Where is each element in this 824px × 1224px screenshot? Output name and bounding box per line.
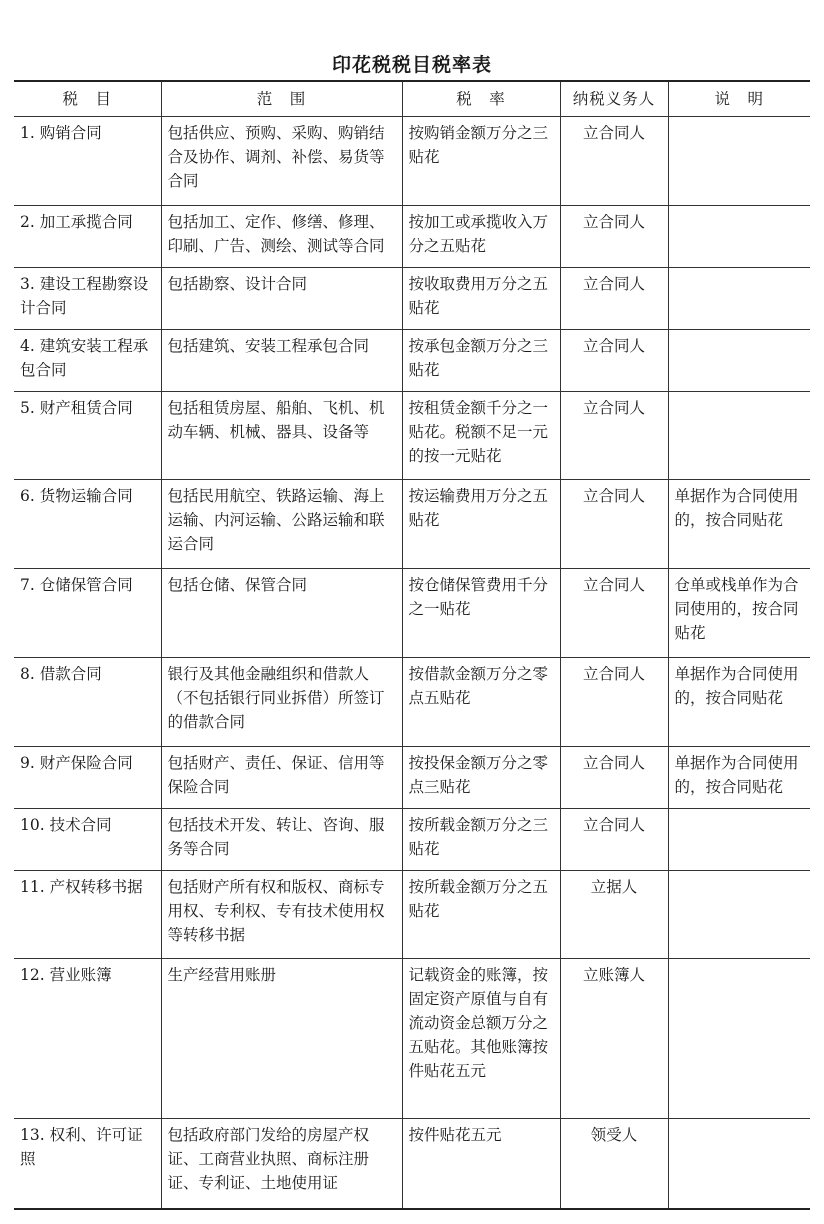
table-row	[14, 871, 810, 959]
cell-rate: 按件贴花五元	[402, 1119, 560, 1209]
cell-payer: 立合同人	[560, 658, 668, 747]
table-row	[14, 392, 810, 480]
cell-item: 7. 仓储保管合同	[14, 569, 161, 658]
cell-note	[668, 268, 810, 330]
cell-scope: 包括财产所有权和版权、商标专用权、专利权、专有技术使用权等转移书据	[161, 871, 402, 959]
cell-scope: 包括租赁房屋、船舶、飞机、机动车辆、机械、器具、设备等	[161, 392, 402, 480]
header-row	[14, 81, 810, 117]
table-row	[14, 747, 810, 809]
cell-item: 6. 货物运输合同	[14, 480, 161, 569]
cell-note: 仓单或栈单作为合同使用的，按合同贴花	[668, 569, 810, 658]
cell-rate: 按加工或承揽收入万分之五贴花	[402, 206, 560, 268]
cell-payer: 立账簿人	[560, 959, 668, 1119]
table-row	[14, 480, 810, 569]
cell-scope: 包括财产、责任、保证、信用等保险合同	[161, 747, 402, 809]
cell-rate: 按购销金额万分之三贴花	[402, 117, 560, 206]
cell-rate: 按所载金额万分之三贴花	[402, 809, 560, 871]
cell-item: 11. 产权转移书据	[14, 871, 161, 959]
cell-note	[668, 206, 810, 268]
cell-item: 5. 财产租赁合同	[14, 392, 161, 480]
cell-rate: 按借款金额万分之零点五贴花	[402, 658, 560, 747]
cell-note	[668, 392, 810, 480]
cell-item: 12. 营业账簿	[14, 959, 161, 1119]
cell-payer: 立合同人	[560, 330, 668, 392]
header-item: 税 目	[14, 81, 161, 117]
cell-payer: 立合同人	[560, 747, 668, 809]
cell-payer: 立合同人	[560, 117, 668, 206]
table-row	[14, 959, 810, 1119]
cell-item: 2. 加工承揽合同	[14, 206, 161, 268]
cell-payer: 立据人	[560, 871, 668, 959]
cell-note: 单据作为合同使用的，按合同贴花	[668, 658, 810, 747]
cell-rate: 按所载金额万分之五贴花	[402, 871, 560, 959]
table-row	[14, 809, 810, 871]
cell-note	[668, 1119, 810, 1209]
table-row	[14, 117, 810, 206]
cell-rate: 按收取费用万分之五贴花	[402, 268, 560, 330]
cell-note	[668, 959, 810, 1119]
cell-note: 单据作为合同使用的，按合同贴花	[668, 747, 810, 809]
header-rate: 税 率	[402, 81, 560, 117]
cell-scope: 银行及其他金融组织和借款人（不包括银行同业拆借）所签订的借款合同	[161, 658, 402, 747]
cell-scope: 包括仓储、保管合同	[161, 569, 402, 658]
cell-note	[668, 871, 810, 959]
cell-item: 9. 财产保险合同	[14, 747, 161, 809]
tax-rate-table	[14, 80, 810, 1210]
table-row	[14, 268, 810, 330]
cell-item: 10. 技术合同	[14, 809, 161, 871]
cell-scope: 包括供应、预购、采购、购销结合及协作、调剂、补偿、易货等合同	[161, 117, 402, 206]
cell-scope: 包括加工、定作、修缮、修理、印刷、广告、测绘、测试等合同	[161, 206, 402, 268]
cell-rate: 按承包金额万分之三贴花	[402, 330, 560, 392]
cell-note	[668, 117, 810, 206]
table-row	[14, 569, 810, 658]
cell-payer: 立合同人	[560, 268, 668, 330]
table-row	[14, 658, 810, 747]
cell-scope: 包括政府部门发给的房屋产权证、工商营业执照、商标注册证、专利证、土地使用证	[161, 1119, 402, 1209]
table-row	[14, 330, 810, 392]
cell-note	[668, 809, 810, 871]
cell-rate: 记载资金的账簿，按固定资产原值与自有流动资金总额万分之五贴花。其他账簿按件贴花五元	[402, 959, 560, 1119]
cell-scope: 包括民用航空、铁路运输、海上运输、内河运输、公路运输和联运合同	[161, 480, 402, 569]
header-note: 说 明	[668, 81, 810, 117]
cell-item: 8. 借款合同	[14, 658, 161, 747]
header-payer: 纳税义务人	[560, 81, 668, 117]
cell-scope: 包括建筑、安装工程承包合同	[161, 330, 402, 392]
table-title: 印花税税目税率表	[331, 54, 492, 76]
cell-rate: 按运输费用万分之五贴花	[402, 480, 560, 569]
cell-scope: 包括技术开发、转让、咨询、服务等合同	[161, 809, 402, 871]
cell-note: 单据作为合同使用的，按合同贴花	[668, 480, 810, 569]
cell-item: 1. 购销合同	[14, 117, 161, 206]
cell-payer: 立合同人	[560, 569, 668, 658]
cell-scope: 生产经营用账册	[161, 959, 402, 1119]
cell-payer: 立合同人	[560, 206, 668, 268]
cell-payer: 领受人	[560, 1119, 668, 1209]
cell-payer: 立合同人	[560, 480, 668, 569]
table-row	[14, 206, 810, 268]
cell-scope: 包括勘察、设计合同	[161, 268, 402, 330]
cell-payer: 立合同人	[560, 392, 668, 480]
cell-item: 3. 建设工程勘察设计合同	[14, 268, 161, 330]
cell-rate: 按仓储保管费用千分之一贴花	[402, 569, 560, 658]
header-scope: 范 围	[161, 81, 402, 117]
cell-rate: 按投保金额万分之零点三贴花	[402, 747, 560, 809]
cell-item: 4. 建筑安装工程承包合同	[14, 330, 161, 392]
table-row	[14, 1119, 810, 1209]
cell-payer: 立合同人	[560, 809, 668, 871]
cell-rate: 按租赁金额千分之一贴花。税额不足一元的按一元贴花	[402, 392, 560, 480]
cell-note	[668, 330, 810, 392]
cell-item: 13. 权利、许可证照	[14, 1119, 161, 1209]
